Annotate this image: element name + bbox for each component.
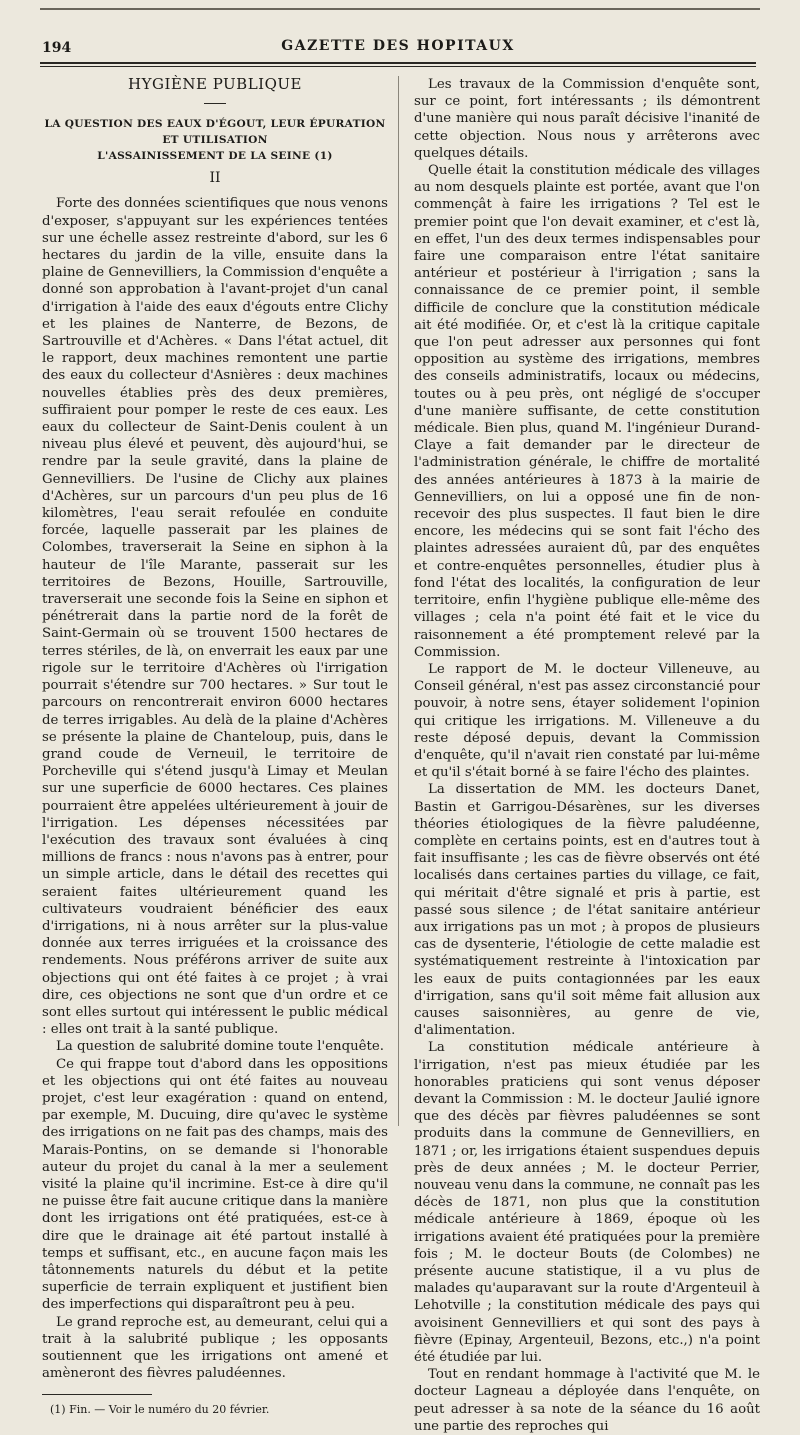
paragraph: La constitution médicale antérieure à l'irrigation, n'est pas mieux étudiée par les honorables praticiens qui sont venus déposer devant la Commission : M. le docteur Jaulié ignore que des décès par fièvres paludéennes se sont produits dans la commune de Gennevilliers, en 1871 ; or, les irrigations étaient suspendues depuis près de deux années ; M. le docteur Perrier, nouveau venu dans la commune, ne connaît pas les décès de 1871, non plus que la constitution médicale antérieure à 1869, époque où les irrigations avaient été pratiquées pour la première fois ; M. le docteur Bouts (de Colombes) ne présente aucune statistique, il a vu plus de malades qu'auparavant sur la route d'Argenteuil à Lehotville ; la constitution médicale des pays qui avoisinent Gennevilliers et qui sont des pays à fièvre (Epinay, Argenteuil, Bezons, etc.,) n'a point été étudiée par lui. [414, 1040, 760, 1366]
article-title-line-1: LA QUESTION DES EAUX D'ÉGOUT, LEUR ÉPURATION ET UTILISATION [44, 118, 386, 147]
footnote-rule [42, 1394, 152, 1395]
paragraph: Quelle était la constitution médicale des villages au nom desquels plainte est portée, avant que l'on commençât à faire les irrigations ? Tel est le premier point que l'on devait examiner, et c'est là, en effet, l'un des deux termes indispensables pour faire une comparaison entre l'état sanitaire antérieur et postérieur à l'irrigation ; sans la connaissance de ce premier point, il semble difficile de conclure que la constitution médicale ait été modifiée. Or, et c'est là la critique capitale que l'on peut adresser aux personnes qui font opposition au système des irrigations, membres des conseils administratifs, locaux ou médecins, toutes ou à peu près, ont négligé de s'occuper d'une manière suffisante, de cette constitution médicale. Bien plus, quand M. l'ingénieur Durand-Claye a fait demander par le directeur de l'administration générale, le chiffre de mortalité des années antérieures à 1873 à la mairie de Gennevilliers, on lui a opposé une fin de non-recevoir des plus suspectes. Il faut bien le dire encore, les médecins qui se sont fait l'écho des plaintes adressées auraient dû, par des enquêtes et contre-enquêtes personnelles, étudier plus à fond l'état des localités, la configuration de leur territoire, enfin l'hygiène publique elle-même des villages ; cela n'a point été fait et le vice du raisonnement a été promptement relevé par la Commission. [414, 163, 760, 660]
page-header [40, 38, 756, 56]
right-column [414, 76, 760, 1435]
title-dash [204, 103, 226, 104]
paragraph: Les travaux de la Commission d'enquête sont, sur ce point, fort intéressants ; ils démontrent d'une manière qui nous paraît décisive l'inanité de cette objection. Nous nous y arrêterons avec quelques détails. [414, 77, 760, 161]
paragraph: Ce qui frappe tout d'abord dans les oppositions et les objections qui ont été faites au nouveau projet, c'est leur exagération : quand on entend, par exemple, M. Ducuing, dire qu'avec le système des irrigations on ne fait pas des champs, mais des Marais-Pontins, on se demande si l'honorable auteur du projet du canal à la mer a seulement visité la plaine qu'il incrimine. Est-ce à dire qu'il ne puisse être fait aucune critique dans la manière dont les irrigations ont été pratiquées, est-ce à dire que le drainage ait été partout installé à temps et suffisant, etc., en aucune façon mais les tâtonnements naturels du début et la petite superficie de terrain expliquent et justifient bien des imperfections qui disparaîtront peu à peu. [42, 1056, 388, 1313]
paragraph: Le grand reproche est, au demeurant, celui qui a trait à la salubrité publique ; les opposants soutiennent que les irrigations ont amené et amèneront des fièvres paludéennes. [42, 1314, 388, 1382]
header-rule-thin [40, 66, 756, 67]
footnote: (1) Fin. — Voir le numéro du 20 février. [50, 1403, 270, 1417]
paragraph: Tout en rendant hommage à l'activité que M. le docteur Lagneau a déployée dans l'enquête, on peut adresser à sa note de la séance du 16 août une partie des reproches qui [414, 1367, 760, 1434]
paragraph: La question de salubrité domine toute l'enquête. [56, 1039, 384, 1055]
paragraph: Le rapport de M. le docteur Villeneuve, au Conseil général, n'est pas assez circonstancié pour pouvoir, à notre sens, étayer solidement l'opinion qui critique les irrigations. M. Villeneuve a du reste déposé depuis, devant la Commission d'enquête, qu'il n'avait rien constaté par lui-même et qu'il s'était borné à se faire l'écho des plaintes. [414, 661, 760, 781]
article-title [42, 116, 388, 164]
header-rule [40, 62, 756, 64]
article-title-line-2: L'ASSAINISSEMENT DE LA SEINE (1) [97, 150, 333, 163]
section-title: HYGIÈNE PUBLIQUE [128, 75, 302, 93]
top-border-rule [40, 8, 760, 10]
left-column [42, 76, 388, 1419]
paragraph: Forte des données scientifiques que nous venons d'exposer, s'appuyant sur les expériences tentées sur une échelle assez restreinte d'abord, sur les 6 hectares du jardin de la ville, ensuite dans la plaine de Gennevilliers, la Commission d'enquête a donné son approbation à l'avant-projet d'un canal d'irrigation à l'aide des eaux d'égouts entre Clichy et les plaines de Nanterre, de Bezons, de Sartrouville et d'Achères. « Dans l'état actuel, dit le rapport, deux machines remontent une partie des eaux du collecteur d'Asnières : deux machines nouvelles établies près des deux premières, suffiraient pour pomper le reste de ces eaux. Les eaux du collecteur de Saint-Denis coulent à un niveau plus élevé et peuvent, dès aujourd'hui, se rendre par la seule gravité, dans la plaine de Gennevilliers. De l'usine de Clichy aux plaines d'Achères, sur un parcours d'un peu plus de 16 kilomètres, l'eau serait refoulée en conduite forcée, laquelle passerait par les plaines de Colombes, traverserait la Seine en siphon à la hauteur de l'île Marante, passerait sur les territoires de Bezons, Houille, Sartrouville, traverserait une seconde fois la Seine en siphon et pénétrerait dans la partie nord de la forêt de Saint-Germain où se trouvent 1500 hectares de terres stériles, de là, on enverrait les eaux par une rigole sur le territoire d'Achères où l'irrigation pourrait s'étendre sur 700 hectares. » Sur tout le parcours on rencontrerait environ 6000 hectares de terres irrigables. Au delà de la plaine d'Achères se présente la plaine de Chanteloup, puis, dans le grand coude de Verneuil, le territoire de Porcheville qui s'étend jusqu'à Limay et Meulan sur une superficie de 6000 hectares. Ces plaines pourraient être appelées ultérieurement à jouir de l'irrigation. Les dépenses nécessitées par l'exécution des travaux sont évaluées à cinq millions de francs : nous n'avons pas à entrer, pour un simple article, dans le détail des recettes qui seraient faites ultérieurement quand les cultivateurs voudraient bénéficier des eaux d'irrigations, ni à nous arrêter sur la plus-value donnée aux terres irriguées et la croissance des rendements. Nous préférons arriver de suite aux objections qui ont été faites à ce projet ; à vrai dire, ces objections ne sont que d'un ordre et ce sont elles surtout qui intéressent le public médical : elles ont trait à la santé publique. [42, 196, 388, 1038]
paragraph: La dissertation de MM. les docteurs Danet, Bastin et Garrigou-Désarènes, sur les diverses théories étiologiques de la fièvre paludéenne, complète en certains points, est en d'autres tout à fait insuffisante ; les cas de fièvre observés ont été localisés dans certaines parties du village, ce fait, qui méritait d'être signalé et pris à partie, est passé sous silence ; de l'état sanitaire antérieur aux irrigations pas un mot ; à propos de plusieurs cas de dysenterie, l'étiologie de cette maladie est systématiquement restreinte à l'intoxication par les eaux de puits contagionnées par les eaux d'irrigation, sans qu'il soit même fait allusion aux causes saisonnières, au genre de vie, d'alimentation. [414, 782, 760, 1039]
page-number: 194 [42, 40, 72, 56]
section-number: II [209, 170, 221, 187]
column-divider [398, 76, 399, 1126]
running-title: GAZETTE DES HOPITAUX [281, 38, 515, 54]
